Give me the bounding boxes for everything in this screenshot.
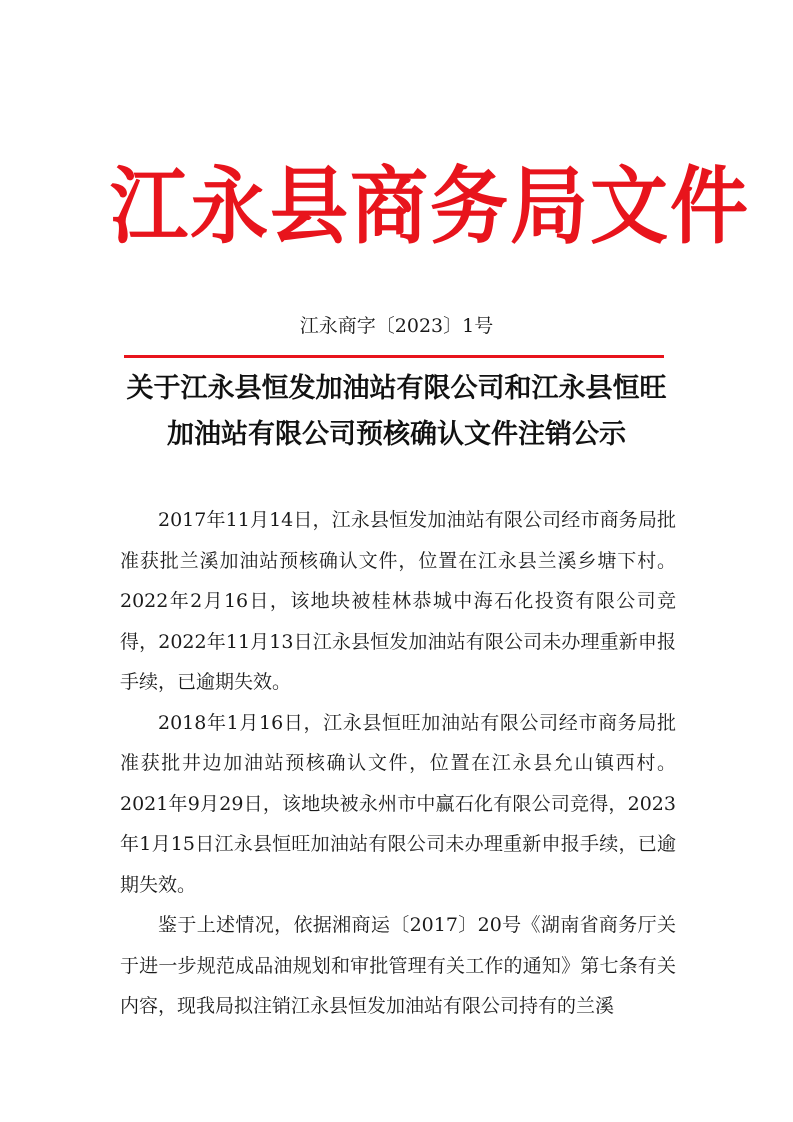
title-line-2: 加油站有限公司预核确认文件注销公示 (167, 419, 626, 450)
body-paragraph-3: 鉴于上述情况，依据湘商运〔2017〕20号《湖南省商务厅关于进一步规范成品油规划和审批管理有关工作的通知》第七条有关内容，现我局拟注销江永县恒发加油站有限公司持有的兰溪 (120, 914, 676, 1017)
title-line-1: 关于江永县恒发加油站有限公司和江永县恒旺 (126, 373, 667, 404)
body-paragraph-2: 2018年1月16日，江永县恒旺加油站有限公司经市商务局批准获批井边加油站预核确认文件，位置在江永县允山镇西村。2021年9月29日，该地块被永州市中赢石化有限公司竞得，2023年1月15日江永县恒旺加油站有限公司未办理重新申报手续，已逾期失效。 (120, 711, 676, 896)
document-number: 江永商字〔2023〕1号 (299, 315, 494, 337)
document-body (120, 500, 676, 1027)
document-title (100, 366, 693, 458)
issuer-masthead: 江永县商务局文件 (110, 158, 751, 256)
body-paragraph-1: 2017年11月14日，江永县恒发加油站有限公司经市商务局批准获批兰溪加油站预核确认文件，位置在江永县兰溪乡塘下村。2022年2月16日，该地块被桂林恭城中海石化投资有限公司竞得，2022年11月13日江永县恒发加油站有限公司未办理重新申报手续，已逾期失效。 (120, 509, 676, 693)
red-divider-line (124, 355, 664, 358)
